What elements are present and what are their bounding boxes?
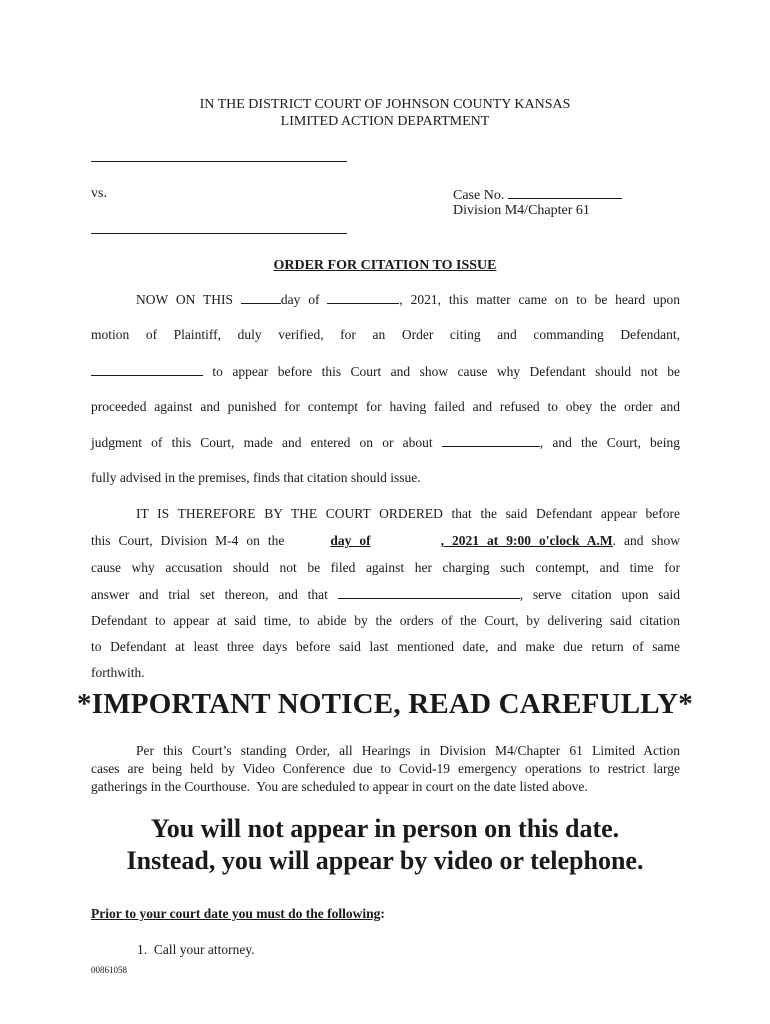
server-blank[interactable]: [338, 585, 520, 599]
para1-text: NOW ON THIS: [136, 292, 233, 307]
vs-label: vs.: [91, 186, 107, 201]
order-date-blank[interactable]: [442, 433, 540, 447]
para2-text: , serve citation upon said: [519, 587, 680, 602]
para1-line5: [91, 433, 680, 451]
notice-line2: cases are being held by Video Conference due to Covid-19 emergency operations to restrict large: [91, 761, 680, 776]
para2-line4: [91, 585, 680, 603]
para1-line6: fully advised in the premises, finds that citation should issue.: [91, 470, 421, 485]
para1-text: , 2021, this matter came on to be heard upon: [399, 292, 681, 307]
department-line: LIMITED ACTION DEPARTMENT: [280, 114, 490, 129]
para2-line3: cause why accusation should not be filed against her charging such contempt, and time for: [91, 560, 680, 575]
hearing-date-text[interactable]: [292, 533, 612, 548]
para2-line1: IT IS THEREFORE BY THE COURT ORDERED that the said Defendant appear before: [136, 506, 680, 521]
prior-instructions-heading: [91, 906, 385, 922]
division-label: Division M4/Chapter 61: [453, 203, 590, 218]
step-1: 1. Call your attorney.: [137, 942, 255, 957]
para1-line3: [91, 362, 680, 380]
plaintiff-name-line[interactable]: [91, 161, 347, 162]
case-number-label: Case No.: [453, 188, 505, 203]
notice-line1: Per this Court’s standing Order, all Hearings in Division M4/Chapter 61 Limited Action: [136, 743, 680, 758]
notice-line3: gatherings in the Courthouse. You are scheduled to appear in court on the date listed above.: [91, 779, 588, 794]
hearing-time: , 2021 at 9:00 o'clock A.M: [440, 533, 613, 548]
para2-text: . and show: [612, 533, 680, 548]
prior-colon: :: [380, 906, 385, 921]
defendant-name-line[interactable]: [91, 233, 347, 234]
para2-line6: to Defendant at least three days before said last mentioned date, and make due return of same: [91, 639, 680, 654]
day-blank[interactable]: [241, 290, 281, 304]
important-notice-title: *IMPORTANT NOTICE, READ CAREFULLY*: [77, 688, 693, 720]
para1-line4: proceeded against and punished for contempt for having failed and refused to obey the order and: [91, 399, 680, 414]
prior-label: Prior to your court date you must do the following: [91, 906, 381, 921]
para2-line7: forthwith.: [91, 665, 145, 680]
notice-body: [91, 742, 680, 796]
case-number-field[interactable]: [508, 185, 622, 199]
para1-line2: motion of Plaintiff, duly verified, for an Order citing and commanding Defendant,: [91, 327, 680, 342]
hearing-day-of: day of: [330, 533, 371, 548]
para2-text: this Court, Division M-4 on the: [91, 533, 285, 548]
order-title: ORDER FOR CITATION TO ISSUE: [273, 258, 497, 273]
para2-text: answer and trial set thereon, and that: [91, 587, 328, 602]
court-heading: [0, 96, 770, 130]
defendant-blank[interactable]: [91, 362, 203, 376]
para1-text: to appear before this Court and show cause why Defendant should not be: [212, 364, 680, 379]
notice-headline-2: Instead, you will appear by video or telephone.: [126, 846, 644, 875]
para1-line1: [91, 290, 680, 308]
month-blank[interactable]: [327, 290, 399, 304]
para1-text: , and the Court, being: [539, 435, 681, 450]
para2-line5: Defendant to appear at said time, to abide by the orders of the Court, by delivering said citation: [91, 613, 680, 628]
para1-text: day of: [280, 292, 320, 307]
para1-text: judgment of this Court, made and entered on or about: [91, 435, 433, 450]
notice-headline-1: You will not appear in person on this date.: [150, 814, 620, 843]
court-name-line: IN THE DISTRICT COURT OF JOHNSON COUNTY KANSAS: [199, 97, 571, 112]
document-code: 00861058: [91, 965, 127, 975]
para2-line2: [91, 532, 680, 550]
